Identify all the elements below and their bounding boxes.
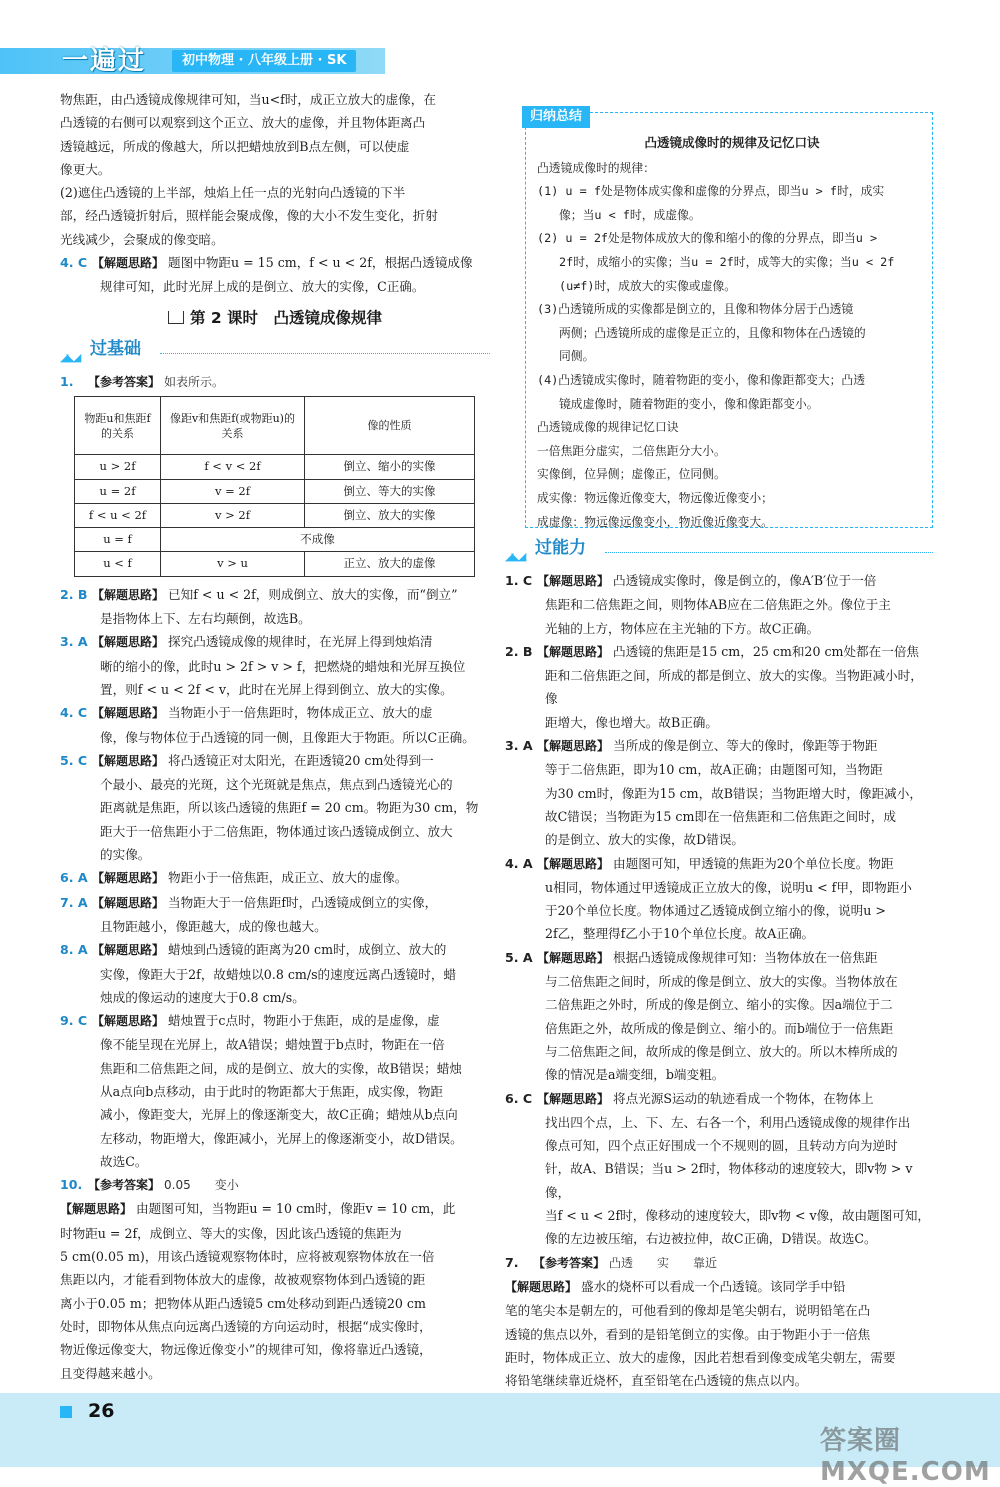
text-line: 光线减少，会聚成的像变暗。 <box>60 231 224 247</box>
text-line: 焦距以内，才能看到物体放大的虚像，故被观察物体到凸透镜的距 <box>60 1272 426 1288</box>
summary-line: 成虚像：物远像远像变小，物近像近像变大。 <box>537 514 773 529</box>
summary-content <box>537 131 927 534</box>
answer-item <box>505 1087 933 1251</box>
wave-icon: ◢◣◢ <box>505 550 525 563</box>
text-line: (2)遮住凸透镜的上半部，烛焰上任一点的光射向凸透镜的下半 <box>60 185 406 201</box>
text-line: 当物距大于一倍焦距f时，凸透镜成倒立的实像， <box>168 894 438 910</box>
text-line: u相同，物体通过甲透镜成正立放大的像，说明u < f甲，即物距小 <box>545 879 912 895</box>
answer-tag: 【解题思路】 <box>537 574 610 588</box>
answer-text: 如表所示。 <box>164 374 225 389</box>
table-cell: f < v < 2f <box>161 455 305 479</box>
text-line: 为30 cm时，像距为15 cm，故B错误；当物距增大时，像距减小， <box>545 785 922 801</box>
text-line: 当f < u < 2f时，像移动的速度较大，即v物 < v像，故由题图可知， <box>545 1208 931 1224</box>
section-header-basics <box>60 336 490 366</box>
text-line: 蜡烛到凸透镜的距离为20 cm时，成倒立、放大的 <box>168 942 447 958</box>
table-cell: u < f <box>75 552 161 576</box>
answer-item <box>505 734 933 851</box>
text-line: 个最小、最亮的光斑，这个光斑就是焦点，焦点到凸透镜光心的 <box>100 777 453 793</box>
text-line: 光轴的上方，物体应在主光轴的下方。故C正确。 <box>545 620 820 636</box>
text-line: 于20个单位长度。物体通过乙透镜成倒立缩小的像，说明u > <box>545 903 886 919</box>
summary-line: (2) u = 2f处是物体成放大的像和缩小的像的分界点，即当u > <box>537 231 878 246</box>
summary-title: 凸透镜成像时的规律及记忆口诀 <box>644 135 820 150</box>
brand-logo: 一遍过 <box>62 46 147 76</box>
text-line: 已知f < u < 2f，则成倒立、放大的实像，而“倒立” <box>168 586 458 602</box>
table-row <box>75 528 475 552</box>
text-line: 透镜越远，所成的像越大，所以把蜡烛放到B点左侧，可以使虚 <box>60 138 410 154</box>
text-line: 像不能呈现在光屏上，故A错误；蜡烛置于b点时，物距在一倍 <box>100 1037 445 1053</box>
left-column <box>60 88 490 1385</box>
answer-tag: 【解题思路】 <box>537 950 610 965</box>
table-cell: v > 2f <box>161 503 305 527</box>
answer-item <box>60 866 490 890</box>
text-line: 像点可知，四个点正好围成一个不规则的圆，且转动方向为逆时 <box>545 1138 898 1154</box>
answer-number: 4. A <box>505 855 533 871</box>
table-row <box>75 479 475 503</box>
summary-line: 两侧；凸透镜所成的虚像是正立的，且像和物体在凸透镜的 <box>559 325 866 340</box>
answer-tag: 【解题思路】 <box>92 895 165 910</box>
text-line: 从a点向b点移动，由于此时的物距都大于焦距，成实像，物距 <box>100 1083 444 1099</box>
summary-line: (3)凸透镜所成的实像都是倒立的，且像和物体分居于凸透镜 <box>537 302 854 317</box>
answer-tag: 【解题思路】 <box>92 943 165 958</box>
text-line: 烛成的像运动的速度大于0.8 cm/s。 <box>100 989 305 1005</box>
summary-line: 凸透镜成像时的规律： <box>537 160 655 175</box>
summary-line: 一倍焦距分虚实，二倍焦距分大小。 <box>537 443 726 458</box>
table-row <box>75 503 475 527</box>
answer-text: 凸透 实 靠近 <box>609 1255 718 1270</box>
summary-line: (4)凸透镜成实像时，随着物距的变小，像和像距都变大；凸透 <box>537 372 866 387</box>
answer-number: 9. C <box>60 1013 88 1029</box>
summary-line: 实像倒，位异侧；虚像正，位同侧。 <box>537 467 726 482</box>
answer-item <box>60 630 490 701</box>
table-header: 物距u和焦距f的关系 <box>75 397 161 455</box>
text-line: 将凸透镜正对太阳光，在距透镜20 cm处得到一 <box>168 752 434 768</box>
text-line: 等于二倍焦距，即为10 cm，故A正确；由题图可知，当物距 <box>545 762 883 778</box>
table-cell: u = f <box>75 528 161 552</box>
table-cell: 倒立、放大的实像 <box>305 503 475 527</box>
text-line: 处时，即物体从焦点向远离凸透镜的方向运动时，根据“成实像时， <box>60 1318 432 1334</box>
text-line: 距离就是焦距，所以该凸透镜的焦距f = 20 cm。物距为30 cm，物 <box>100 800 479 816</box>
table-cell: 倒立、缩小的实像 <box>305 455 475 479</box>
answer-number: 8. A <box>60 942 88 958</box>
answer-number: 2. B <box>505 643 533 659</box>
text-line: 规律可知，此时光屏上成的是倒立、放大的实像，C正确。 <box>100 279 425 295</box>
answer-number: 5. C <box>60 752 88 768</box>
summary-line: 2f时，成缩小的实像；当u = 2f时，成等大的实像；当u < 2f <box>559 254 895 269</box>
book-icon <box>168 311 184 324</box>
table-cell: u > 2f <box>75 455 161 479</box>
answer-number: 6. C <box>505 1090 533 1106</box>
text-line: 凸透镜的右侧可以观察到这个正立、放大的虚像，并且物体距离凸 <box>60 115 426 131</box>
text-line: 与二倍焦距之间，故所成的像是倒立、放大的。所以木棒所成的 <box>545 1043 898 1059</box>
answer-item <box>505 640 933 734</box>
watermark: 答案圈 MXQE.COM <box>820 1426 991 1487</box>
text-line: 找出四个点，上、下、左、右各一个，利用凸透镜成像的规律作出 <box>545 1114 911 1130</box>
summary-line: (u≠f)时，成放大的实像或虚像。 <box>559 278 737 293</box>
text-line: 2f乙，整理得f乙小于10个单位长度。故A正确。 <box>545 926 815 942</box>
answer-number: 3. A <box>60 634 88 650</box>
table-header: 像的性质 <box>305 397 475 455</box>
answer-tag: 【解题思路】 <box>92 587 165 602</box>
answer-number: 2. B <box>60 586 88 602</box>
text-line: 像的情况是a端变细，b端变粗。 <box>545 1067 725 1083</box>
answer-number: 1. <box>60 373 74 389</box>
table-cell: 正立、放大的虚像 <box>305 552 475 576</box>
text-line: 将点光源S运动的轨迹看成一个物体，在物体上 <box>613 1090 874 1106</box>
text-line: 焦距和二倍焦距之间，则物体AB应在二倍焦距之外。像位于主 <box>545 597 891 613</box>
table-row <box>75 552 475 576</box>
page-number: 26 <box>88 1400 115 1422</box>
answer-number: 10. <box>60 1177 83 1193</box>
text-line: 针，故A、B错误；当u > 2f时，物体移动的速度较大，即v物 > v像， <box>545 1161 913 1200</box>
text-line: 减小，像距变大，光屏上的像逐渐变大，故C正确；蜡烛从b点向 <box>100 1107 458 1123</box>
answer-item <box>505 569 933 640</box>
page-marker-icon <box>60 1406 72 1418</box>
answer-item <box>60 891 490 939</box>
text-line: 当物距小于一倍焦距时，物体成正立、放大的虚 <box>168 705 433 721</box>
text-line: 倍焦距之外，故所成的像是倒立、缩小的。而b端位于一倍焦距 <box>545 1020 894 1036</box>
section-label: 过基础 <box>90 338 141 359</box>
summary-line: 凸透镜成像的规律记忆口诀 <box>537 420 679 435</box>
divider <box>605 552 933 553</box>
answer-number: 7. <box>505 1254 519 1270</box>
text-line: 故选C。 <box>100 1153 148 1169</box>
text-line: 根据凸透镜成像规律可知：当物体放在一倍焦距 <box>613 949 878 965</box>
text-line: 距时，物体成正立、放大的虚像，因此若想看到像变成笔尖朝左，需要 <box>505 1349 896 1365</box>
text-line: 凸透镜成实像时，像是倒立的，像A′B′位于一倍 <box>613 573 877 588</box>
answer-tag: 【解题思路】 <box>92 706 165 721</box>
text-line: 且变得越来越小。 <box>60 1365 161 1381</box>
divider <box>160 353 490 354</box>
answer-tag: 【参考答案】 <box>88 374 161 389</box>
section-header-ability <box>505 535 933 565</box>
text-line: 5 cm(0.05 m)，用该凸透镜观察物体时，应将被观察物体放在一倍 <box>60 1249 435 1265</box>
answer-number: 5. A <box>505 949 533 965</box>
answer-tag: 【解题思路】 <box>92 256 165 271</box>
table-cell: f < u < 2f <box>75 503 161 527</box>
answer-number: 4. C <box>60 255 88 271</box>
table-cell: 倒立、等大的实像 <box>305 479 475 503</box>
answer-item <box>60 749 490 866</box>
summary-line: (1) u = f处是物体成实像和虚像的分界点，即当u > f时，成实 <box>537 184 885 199</box>
text-line: 将铅笔继续靠近烧杯，直至铅笔在凸透镜的焦点以内。 <box>505 1373 808 1389</box>
answer-tag: 【解题思路】 <box>92 1014 165 1029</box>
answer-tag: 【解题思路】 <box>505 1279 578 1294</box>
text-line: 探究凸透镜成像的规律时，在光屏上得到烛焰清 <box>168 634 433 650</box>
answer-tag: 【解题思路】 <box>537 1091 610 1106</box>
summary-line: 同侧。 <box>559 349 595 364</box>
text-line: 距大于一倍焦距小于二倍焦距，物体通过该凸透镜成倒立、放大 <box>100 823 453 839</box>
answer-number: 1. C <box>505 573 533 588</box>
answer-item <box>60 1173 490 1385</box>
answer-tag: 【解题思路】 <box>92 753 165 768</box>
text-line: 当所成的像是倒立、等大的像时，像距等于物距 <box>613 738 878 754</box>
table-row <box>75 455 475 479</box>
lesson-title <box>60 307 490 330</box>
text-line: 盛水的烧杯可以看成一个凸透镜。该同学手中铅 <box>581 1278 846 1294</box>
text-line: 故C错误；当物距为15 cm即在一倍焦距和二倍焦距之间时，成 <box>545 808 896 824</box>
text-line: 物距小于一倍焦距，成正立、放大的虚像。 <box>168 870 408 886</box>
right-column <box>505 533 933 1441</box>
answer-item <box>505 1251 933 1393</box>
text-line: 的是倒立、放大的实像，故D错误。 <box>545 832 745 848</box>
text-line: 晰的缩小的像，此时u > 2f > v > f，把燃烧的蜡烛和光屏互换位 <box>100 658 466 674</box>
text-line: 是指物体上下、左右均颠倒，故选B。 <box>100 611 311 627</box>
summary-line: 像；当u < f时，成虚像。 <box>559 207 701 222</box>
text-line: 的实像。 <box>100 847 151 863</box>
text-line: 蜡烛置于c点时，物距小于焦距，成的是虚像，虚 <box>168 1013 440 1029</box>
text-line: 二倍焦距之外时，所成的像是倒立、缩小的实像。因a端位于二 <box>545 997 893 1013</box>
text-line: 实像，像距大于2f，故蜡烛以0.8 cm/s的速度远离凸透镜时，蜡 <box>100 966 457 982</box>
answer-tag: 【解题思路】 <box>537 856 610 871</box>
answer-item <box>60 938 490 1009</box>
summary-tab: 归纳总结 <box>522 106 590 128</box>
answer-tag: 【解题思路】 <box>60 1202 133 1217</box>
text-line: 距和二倍焦距之间，所成的都是倒立、放大的实像。当物距减小时，像 <box>545 668 923 707</box>
summary-line: 成实像：物远像近像变大，物远像近像变小； <box>537 490 773 505</box>
text-line: 物焦距，由凸透镜成像规律可知，当u<f时，成正立放大的虚像，在 <box>60 92 436 107</box>
text-line: 像，像与物体位于凸透镜的同一侧，且像距大于物距。所以C正确。 <box>100 729 475 745</box>
imaging-rules-table <box>74 396 475 576</box>
text-line: 像的左边被压缩，右边被拉伸，故C正确，D错误。故选C。 <box>545 1231 877 1247</box>
table-cell: v = 2f <box>161 479 305 503</box>
answer-item <box>505 946 933 1087</box>
summary-line: 镜成虚像时，随着物距的变小，像和像距都变小。 <box>559 396 819 411</box>
section-label: 过能力 <box>535 538 586 558</box>
text-line: 像更大。 <box>60 161 111 177</box>
table-cell: v > u <box>161 552 305 576</box>
table-cell: 不成像 <box>161 528 475 552</box>
answer-text: 0.05 变小 <box>164 1178 239 1193</box>
text-line: 与二倍焦距之间时，所成的像是倒立、放大的实像。当物体放在 <box>545 974 898 990</box>
answer-item <box>60 251 490 299</box>
answer-tag: 【解题思路】 <box>537 739 610 754</box>
answer-tag: 【参考答案】 <box>533 1255 606 1270</box>
text-line: 距增大，像也增大。故B正确。 <box>545 714 718 730</box>
answer-number: 7. A <box>60 894 88 910</box>
text-line: 左移动，物距增大，像距减小，光屏上的像逐渐变小，故D错误。 <box>100 1130 463 1146</box>
book-subtitle: 初中物理 · 八年级上册 · SK <box>172 50 356 72</box>
answer-item <box>60 1009 490 1173</box>
answer-item <box>505 852 933 946</box>
answer-number: 4. C <box>60 705 88 721</box>
wave-icon: ◢◣◢ <box>60 350 80 364</box>
text-line: 题图中物距u = 15 cm，f < u < 2f，根据凸透镜成像 <box>168 255 473 271</box>
answer-item <box>60 583 490 631</box>
table-header: 像距v和焦距f(或物距u)的关系 <box>161 397 305 455</box>
text-line: 笔的笔尖本是朝左的，可他看到的像却是笔尖朝右，说明铅笔在凸 <box>505 1303 871 1319</box>
text-line: 由题图可知，当物距u = 10 cm时，像距v = 10 cm，此 <box>136 1201 456 1217</box>
text-line: 且物距越小，像距越大，成的像也越大。 <box>100 918 327 934</box>
text-line: 时物距u = 2f，成倒立、等大的实像，因此该凸透镜的焦距为 <box>60 1225 402 1241</box>
page-header <box>0 0 1000 90</box>
answer-number: 3. A <box>505 738 533 754</box>
text-line: 物近像远像变大，物远像近像变小”的规律可知，像将靠近凸透镜， <box>60 1342 432 1358</box>
text-line: 离小于0.05 m；把物体从距凸透镜5 cm处移动到距凸透镜20 cm <box>60 1295 426 1311</box>
text-line: 凸透镜的焦距是15 cm，25 cm和20 cm处都在一倍焦 <box>613 643 920 659</box>
text-line: 置，则f < u < 2f < v，此时在光屏上得到倒立、放大的实像。 <box>100 681 453 697</box>
answer-tag: 【参考答案】 <box>88 1178 161 1193</box>
text-line: 透镜的焦点以外，看到的是铅笔倒立的实像。由于物距小于一倍焦 <box>505 1326 871 1342</box>
answer-tag: 【解题思路】 <box>92 635 165 650</box>
text-line: 焦距和二倍焦距之间，成的是倒立、放大的实像，故B错误；蜡烛 <box>100 1060 462 1076</box>
answer-tag: 【解题思路】 <box>92 871 165 886</box>
answer-item <box>60 701 490 749</box>
answer-number: 6. A <box>60 870 88 886</box>
lesson-title-text: 第 2 课时 凸透镜成像规律 <box>189 308 383 327</box>
continued-answer <box>60 88 490 251</box>
text-line: 部，经凸透镜折射后，照样能会聚成像，像的大小不发生变化，折射 <box>60 208 438 224</box>
text-line: 由题图可知，甲透镜的焦距为20个单位长度。物距 <box>613 855 894 871</box>
table-cell: u = 2f <box>75 479 161 503</box>
answer-tag: 【解题思路】 <box>537 644 610 659</box>
